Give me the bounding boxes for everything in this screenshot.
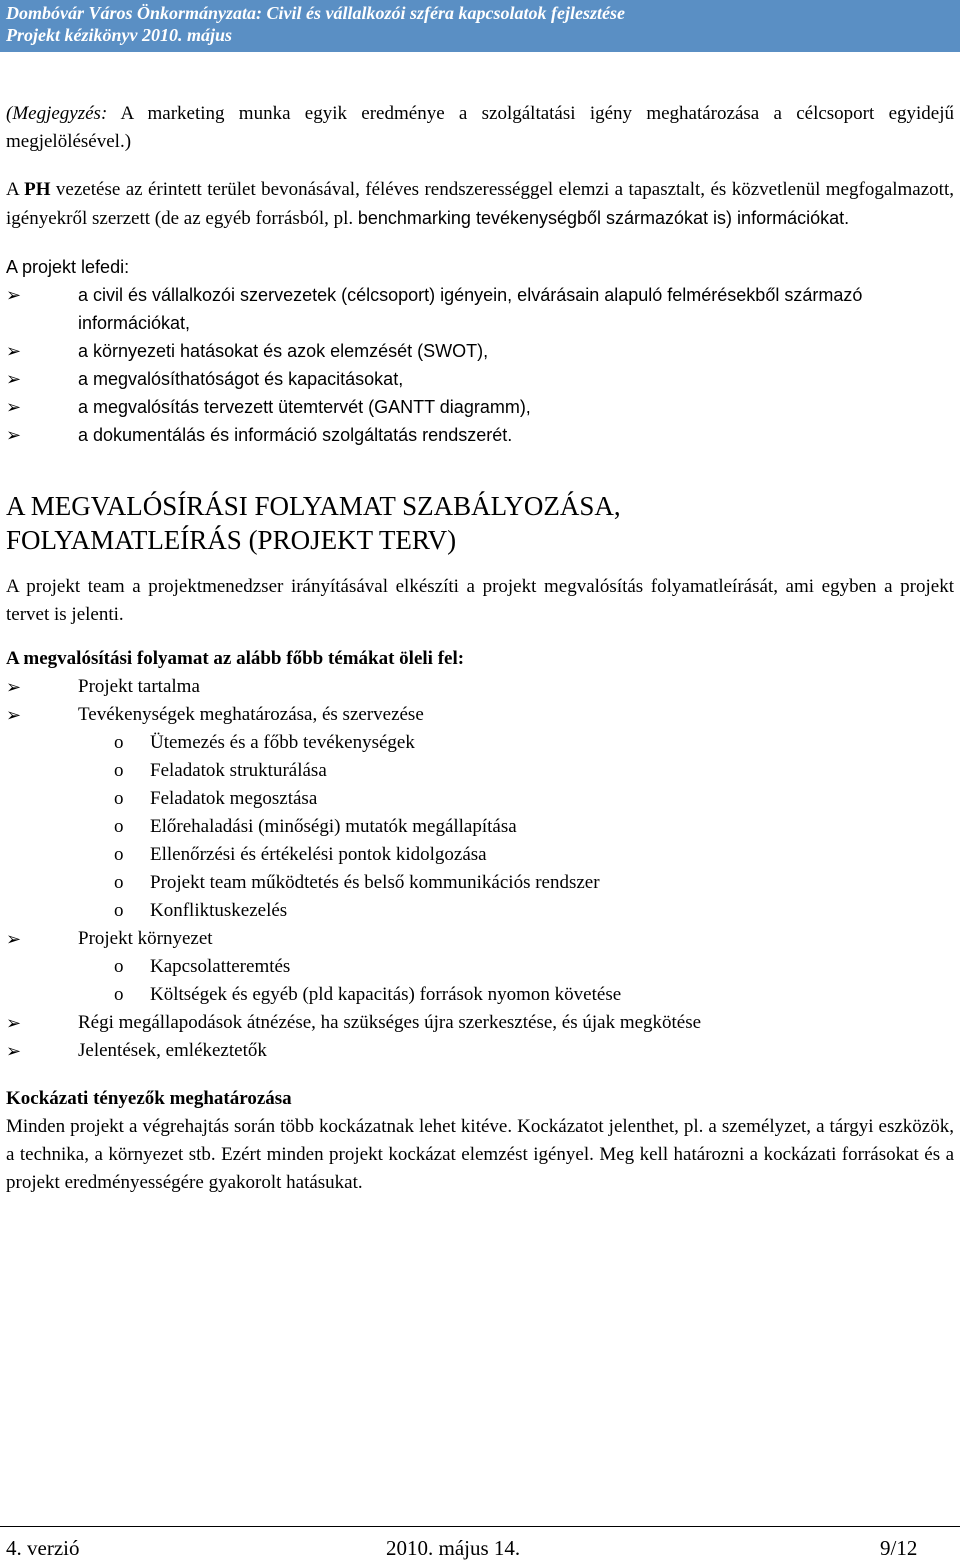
topic-block — [6, 925, 954, 953]
topic-item — [6, 1037, 954, 1065]
topic-label: Régi megállapodások átnézése, ha szükséges újra szerkesztése, és újak megkötése — [78, 1012, 702, 1033]
covers-item — [6, 337, 954, 365]
subtopic-list — [6, 953, 954, 1009]
ph-paragraph — [6, 176, 954, 233]
subtopic-item — [6, 785, 954, 813]
risk-heading: Kockázati tényezők meghatározása — [6, 1088, 292, 1109]
circle-bullet-icon: o — [114, 844, 124, 865]
topic-item — [6, 1009, 954, 1037]
covers-item-text: a civil és vállalkozói szervezetek (célcsoport) igényein, elvárásain alapuló felmérésekből származó információkat, — [78, 285, 863, 333]
note-paragraph — [6, 100, 954, 156]
subtopic-text: Költségek és egyéb (pld kapacitás) források nyomon követése — [150, 984, 622, 1005]
arrow-bullet-icon: ➢ — [6, 397, 22, 417]
covers-item — [6, 281, 954, 337]
covers-item-text: a dokumentálás és információ szolgáltatás rendszerét. — [78, 425, 513, 445]
note-text: A marketing munka egyik eredménye a szolgáltatási igény meghatározása a célcsoport egyidejű megjelölésével.) — [6, 103, 954, 152]
ph-text-before: A — [6, 179, 25, 200]
circle-bullet-icon: o — [114, 872, 124, 893]
subtopic-item — [6, 729, 954, 757]
footer-date: 2010. május 14. — [386, 1536, 521, 1560]
section-title-line2: FOLYAMATLEÍRÁS (PROJEKT TERV) — [6, 525, 457, 555]
arrow-bullet-icon: ➢ — [6, 677, 22, 697]
covers-item-text: a megvalósítás tervezett ütemtervét (GANTT diagramm), — [78, 397, 531, 417]
subtopic-text: Kapcsolatteremtés — [150, 956, 291, 977]
document-header — [0, 0, 960, 52]
arrow-bullet-icon: ➢ — [6, 369, 22, 389]
arrow-bullet-icon: ➢ — [6, 425, 22, 445]
subtopic-text: Projekt team működtetés és belső kommunikációs rendszer — [150, 872, 600, 893]
note-prefix: (Megjegyzés: — [6, 103, 108, 124]
subtopic-item — [6, 981, 954, 1009]
document-footer — [0, 1526, 960, 1562]
subtopic-text: Konfliktuskezelés — [150, 900, 288, 921]
topic-item — [6, 701, 954, 729]
covers-item-text: a megvalósíthatóságot és kapacitásokat, — [78, 369, 404, 389]
header-title: Dombóvár Város Önkormányzata: Civil és vállalkozói szféra kapcsolatok fejlesztése — [6, 3, 625, 23]
ph-text-sans: benchmarking tevékenységből származókat is) információkat. — [357, 208, 850, 228]
footer-version: 4. verzió — [6, 1536, 80, 1560]
subtopic-list — [6, 729, 954, 925]
subtopic-text: Feladatok megosztása — [150, 788, 318, 809]
subtopic-text: Ellenőrzési és értékelési pontok kidolgozása — [150, 844, 487, 865]
circle-bullet-icon: o — [114, 984, 124, 1005]
header-subtitle: Projekt kézikönyv 2010. május — [6, 25, 232, 45]
footer-page-number: 9/12 — [880, 1536, 918, 1560]
subtopic-item — [6, 953, 954, 981]
covers-item-text: a környezeti hatásokat és azok elemzését (SWOT), — [78, 341, 489, 361]
covers-item — [6, 393, 954, 421]
arrow-bullet-icon: ➢ — [6, 1013, 22, 1033]
subtopic-item — [6, 813, 954, 841]
topic-block — [6, 673, 954, 701]
topic-label: Projekt környezet — [78, 928, 213, 949]
circle-bullet-icon: o — [114, 760, 124, 781]
subtopic-item — [6, 841, 954, 869]
circle-bullet-icon: o — [114, 816, 124, 837]
topics-heading: A megvalósítási folyamat az alább főbb témákat öleli fel: — [6, 648, 465, 669]
subtopic-text: Feladatok strukturálása — [150, 760, 327, 781]
circle-bullet-icon: o — [114, 732, 124, 753]
subtopic-item — [6, 757, 954, 785]
covers-item — [6, 365, 954, 393]
topic-item — [6, 673, 954, 701]
section-title-line1: A MEGVALÓSÍRÁSI FOLYAMAT SZABÁLYOZÁSA, — [6, 491, 621, 521]
circle-bullet-icon: o — [114, 956, 124, 977]
document-body — [6, 100, 954, 1197]
subtopic-item — [6, 897, 954, 925]
ph-text-mid: vezetése az érintett terület bevonásával, féléves rendszerességgel elemzi a tapasztalt, és közvetlenül megfogalmazott, igényekről szerzett (de az egyéb forrásból, pl. — [6, 179, 954, 229]
topic-block — [6, 701, 954, 729]
topic-item — [6, 925, 954, 953]
subtopic-text: Előrehaladási (minőségi) mutatók megállapítása — [150, 816, 517, 837]
risk-text: Minden projekt a végrehajtás során több kockázatnak lehet kitéve. Kockázatot jelenthet, pl. a személyzet, a tárgyi eszközök, a technika, a környezet stb. Ezért minden projekt kockázat elemzést igényel. Meg kell határozni a kockázati forrásokat és a projekt eredményességére gyakorolt hatásukat. — [6, 1116, 954, 1193]
topic-block — [6, 1009, 954, 1037]
arrow-bullet-icon: ➢ — [6, 341, 22, 361]
circle-bullet-icon: o — [114, 788, 124, 809]
topic-label: Jelentések, emlékeztetők — [78, 1040, 267, 1061]
section-intro: A projekt team a projektmenedzser irányításával elkészíti a projekt megvalósítás folyamatleírását, ami egyben a projekt tervet is jelenti. — [6, 576, 954, 625]
topic-label: Projekt tartalma — [78, 676, 200, 697]
topic-label: Tevékenységek meghatározása, és szervezése — [78, 704, 424, 725]
covers-intro: A projekt lefedi: — [6, 257, 130, 277]
circle-bullet-icon: o — [114, 900, 124, 921]
topic-block — [6, 1037, 954, 1065]
covers-list — [6, 281, 954, 449]
arrow-bullet-icon: ➢ — [6, 1041, 22, 1061]
covers-item — [6, 421, 954, 449]
subtopic-text: Ütemezés és a főbb tevékenységek — [150, 732, 415, 753]
arrow-bullet-icon: ➢ — [6, 929, 22, 949]
subtopic-item — [6, 869, 954, 897]
section-title — [6, 489, 954, 557]
ph-abbrev: PH — [24, 179, 51, 200]
arrow-bullet-icon: ➢ — [6, 705, 22, 725]
topics-list — [6, 673, 954, 1065]
arrow-bullet-icon: ➢ — [6, 285, 22, 305]
footer-rule — [0, 1526, 960, 1527]
